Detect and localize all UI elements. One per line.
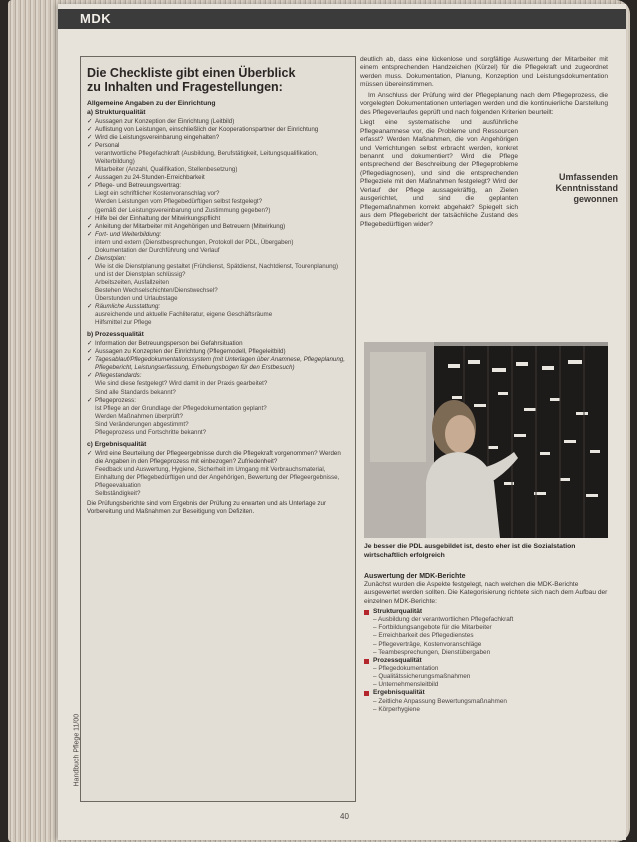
square-bullet-icon: [364, 610, 369, 615]
general-info-heading: Allgemeine Angaben zu der Einrichtung: [87, 100, 216, 107]
structure-item-label: Fort- und Weiterbildung:: [95, 230, 162, 238]
structure-item-label: Personal: [95, 142, 120, 150]
process-list: [87, 340, 349, 437]
result-item-detail: Feedback und Auswertung, Hygiene, Sicherheit im Umgang mit Verbrauchsmaterial, Einhaltung der Pflegebedürftigen und der Angehörigen, Bewertung der Pflegeergebnisse, Pflegeevaluation: [95, 465, 340, 489]
checkmark-icon: ✓: [87, 230, 93, 238]
checklist-title: [87, 66, 349, 94]
structure-item-label: Pflege- und Betreuungsvertrag:: [95, 182, 181, 190]
process-item: [87, 356, 349, 372]
square-bullet-icon: [364, 691, 369, 696]
structure-item-detail: Werden Leistungen vom Pflegebedürftigen selbst festgelegt?: [95, 198, 263, 206]
process-item-label: Aussagen zu Konzepten der Einrichtung (Pflegemodell, Pflegeleitbild): [95, 348, 286, 356]
structure-item-label: Aussagen zur Konzeption der Einrichtung (Leitbild): [95, 118, 235, 125]
structure-item: [87, 118, 349, 126]
checkmark-icon: ✓: [87, 449, 93, 457]
evaluation-category-item: – Ausbildung der verantwortlichen Pflegefachkraft: [373, 616, 514, 624]
structure-list: [87, 118, 349, 327]
paragraph-1: deutlich ab, dass eine lückenlose und sorgfältige Auswertung der Mitarbeiter mit einem entsprechenden Handzeichen (Kürzel) für die Pflegekraft und zugeordnet werden muss. Dokumentation, Planung, Konzeption und Leistungsdokumentation müssen übereinstimmen.: [360, 56, 608, 89]
evaluation-category-item: – Unternehmensleitbild: [373, 681, 439, 689]
header-band: [58, 9, 626, 29]
result-item-label: Wird eine Beurteilung der Pflegeergebnisse durch die Pflegekraft vorgenommen? Werden die Angaben in den Pflegeprozess mit einbezogen? Zufriedenheit?: [95, 449, 341, 465]
process-item: [87, 340, 349, 348]
evaluation-section: [364, 572, 610, 714]
process-item-label: Tagesablauf/Pflegedokumentationssystem (mit Unterlagen über Anamnese, Pflegeplanung, Pflegebericht, Leistungserfassung, Erhebungsbogen für den Erstbesuch): [95, 356, 345, 372]
checkmark-icon: ✓: [87, 126, 93, 134]
result-list: [87, 450, 349, 498]
checklist-closing: Die Prüfungsberichte sind vom Ergebnis der Prüfung zu erwarten und als Unterlage zur Vorbereitung und Maßnahmen zur Beseitigung von Defiziten.: [87, 500, 327, 516]
square-bullet-icon: [364, 659, 369, 664]
margin-note-line-1: Umfassenden: [558, 172, 618, 182]
structure-item-detail: Wie ist die Dienstplanung gestaltet (Frühdienst, Spätdienst, Nachtdienst, Tourenplanung) und ist der Dienstplan schlüssig?: [95, 262, 339, 278]
checkmark-icon: ✓: [87, 174, 93, 182]
evaluation-intro: Zunächst wurden die Aspekte festgelegt, nach welchen die MDK-Berichte ausgewertet werden sollten. Die Kategorisierung richtete sich nach dem Aufbau der einzelnen MDK-Berichte:: [364, 581, 608, 605]
structure-item-label: Dienstplan:: [95, 254, 126, 262]
structure-item-detail: Dokumentation der Durchführung und Verlauf: [95, 246, 220, 254]
structure-item-label: Räumliche Ausstattung:: [95, 303, 161, 311]
evaluation-category-item: – Erreichbarkeit des Pflegedienstes: [373, 632, 474, 640]
structure-item-label: Auflistung von Leistungen, einschließlich der Kooperationspartner der Einrichtung: [95, 126, 319, 134]
process-item-label: Pflegestandards:: [95, 372, 142, 380]
structure-heading: a) Strukturqualität: [87, 109, 146, 116]
checkmark-icon: ✓: [87, 303, 93, 311]
checkmark-icon: ✓: [87, 182, 93, 190]
checkmark-icon: ✓: [87, 214, 93, 222]
structure-item: [87, 231, 349, 255]
header-title: MDK: [80, 11, 112, 26]
evaluation-category-label: Strukturqualität: [373, 607, 423, 615]
evaluation-category-item: – Teambesprechungen, Dienstübergaben: [373, 648, 491, 656]
checkmark-icon: ✓: [87, 356, 93, 364]
evaluation-category-item: – Zeitliche Anpassung Bewertungsmaßnahmen: [373, 697, 507, 705]
structure-item-detail: intern und extern (Dienstbesprechungen, Protokoll der PDL, Übergaben): [95, 238, 294, 246]
process-item-detail: Werden Maßnahmen überprüft?: [95, 412, 183, 420]
margin-note: [514, 172, 618, 205]
evaluation-heading: Auswertung der MDK-Berichte: [364, 573, 466, 580]
structure-item-detail: ausreichende und aktuelle Fachliteratur, eigene Geschäftsräume: [95, 311, 273, 319]
structure-item-detail: Liegt ein schriftlicher Kostenvoranschlag vor?: [95, 190, 220, 198]
structure-item-detail: Bestehen Wechselschichten/Dienstwechsel?: [95, 286, 218, 294]
process-item-detail: Ist Pflege an der Grundlage der Pflegedokumentation geplant?: [95, 404, 267, 412]
result-heading: c) Ergebnisqualität: [87, 440, 147, 448]
process-item-label: Information der Betreuungsperson bei Gefahrsituation: [95, 340, 243, 348]
evaluation-category: [364, 608, 610, 616]
structure-item-detail: Überstunden und Urlaubstage: [95, 295, 178, 303]
structure-item-label: Aussagen zu 24-Stunden-Erreichbarkeit: [95, 174, 205, 182]
structure-item-detail: Mitarbeiter (Anzahl, Qualifikation, Stellenbesetzung): [95, 166, 238, 174]
evaluation-category: [364, 657, 610, 665]
structure-item-detail: verantwortliche Pflegefachkraft (Ausbildung, Berufstätigkeit, Leitungsqualifikation, Weiterbildung): [95, 150, 318, 166]
photo-caption: Je besser die PDL ausgebildet ist, desto eher ist die Sozialstation wirtschaftlich erfolgreich: [364, 543, 576, 559]
office-photo: [364, 342, 608, 538]
margin-note-line-2: Kenntnisstand: [555, 183, 618, 193]
checkmark-icon: ✓: [87, 340, 93, 348]
paragraph-3: Liegt eine systematische und ausführliche Pflegeanamnese vor, die Probleme und Ressourcen erfasst? Werden Maßnahmen, die von Angehörigen und Verrichtungen selbst erbracht werden, konkret benannt und dokumentiert? Wird die Pflege entsprechend der Beschreibung der Pflegeprobleme (Pflegediagnosen), und sind die entsprechenden Pflegeziele mit den Maßnahmen festgelegt? Wird der Verlauf der Pflege aussagekräftig, an Zielen ausgerichtet, und sind die geplanten Pflegemaßnahmen korrekt abgehakt? Spiegelt sich aus dem Pflegebericht der tatsächliche Zustand des Pflegebedürftigen wider?: [360, 119, 518, 228]
structure-item: [87, 223, 349, 231]
structure-item-label: Anleitung der Mitarbeiter mit Angehörigen und Betreuern (Mitwirkung): [95, 222, 286, 230]
checklist-box: [80, 56, 356, 802]
evaluation-category-item: – Körperhygiene: [373, 705, 420, 713]
process-heading: b) Prozessqualität: [87, 331, 144, 339]
checkmark-icon: ✓: [87, 222, 93, 230]
page-number: 40: [340, 812, 349, 821]
checkmark-icon: ✓: [87, 118, 93, 125]
structure-item: [87, 215, 349, 223]
structure-item-label: Wird die Leistungsvereinbarung eingehalten?: [95, 134, 220, 142]
process-item: [87, 397, 349, 437]
checkmark-icon: ✓: [87, 134, 93, 142]
structure-item-detail: Hilfsmittel zur Pflege: [95, 319, 152, 327]
process-item-detail: Sind Veränderungen abgestimmt?: [95, 420, 189, 428]
checkmark-icon: ✓: [87, 348, 93, 356]
checklist-content: [81, 57, 355, 516]
evaluation-category: [364, 689, 610, 697]
structure-item-detail: (gemäß der Leistungsvereinbarung und Zustimmung gegeben?): [95, 206, 271, 214]
structure-item: [87, 303, 349, 327]
margin-note-line-3: gewonnen: [573, 194, 618, 204]
structure-item: [87, 134, 349, 142]
process-item: [87, 348, 349, 356]
magazine-page: [58, 4, 626, 840]
evaluation-categories: [364, 608, 610, 714]
structure-item: [87, 142, 349, 174]
process-item-detail: Wie sind diese festgelegt? Wird damit in der Praxis gearbeitet?: [95, 380, 268, 388]
checkmark-icon: ✓: [87, 254, 93, 262]
evaluation-category-label: Ergebnisqualität: [373, 689, 425, 697]
process-item: [87, 372, 349, 396]
structure-item: [87, 255, 349, 303]
structure-item: [87, 126, 349, 134]
side-label: Handbuch Pflege 11/00: [73, 713, 81, 787]
photo-illustration: [364, 342, 608, 538]
process-item-label: Pflegeprozess:: [95, 396, 136, 404]
paragraph-2: Im Anschluss der Prüfung wird der Pflegeplanung nach dem Pflegeprozess, die vorgelegten Dokumentationen unterlagen werden und die kontinuierliche Darstellung des Pflegeverlaufes geprüft und nach folgenden Kriterien beurteilt:: [360, 91, 608, 116]
checklist-title-line-2: zu Inhalten und Fragestellungen:: [87, 80, 283, 94]
structure-item: [87, 174, 349, 182]
evaluation-category-item: – Qualitätssicherungsmaßnahmen: [373, 673, 471, 681]
checklist-title-line-1: Die Checkliste gibt einen Überblick: [87, 66, 296, 80]
evaluation-category-label: Prozessqualität: [373, 656, 422, 664]
checkmark-icon: ✓: [87, 396, 93, 404]
checkmark-icon: ✓: [87, 142, 93, 150]
process-item-detail: Sind alle Standards bekannt?: [95, 388, 176, 396]
structure-item: [87, 182, 349, 214]
evaluation-category-item: – Fortbildungsangebote für die Mitarbeiter: [373, 624, 492, 632]
result-item-detail: Selbständigkeit?: [95, 490, 141, 498]
evaluation-category-item: – Pflegeverträge, Kostenvoranschläge: [373, 640, 482, 648]
structure-item-detail: Arbeitszeiten, Ausfallzeiten: [95, 278, 169, 286]
checkmark-icon: ✓: [87, 372, 93, 380]
result-item: [87, 450, 349, 498]
process-item-detail: Pflegeprozess und Fortschritte bekannt?: [95, 428, 207, 436]
evaluation-category-item: – Pflegedokumentation: [373, 665, 439, 673]
structure-item-label: Hilfe bei der Einhaltung der Mitwirkungspflicht: [95, 214, 221, 222]
